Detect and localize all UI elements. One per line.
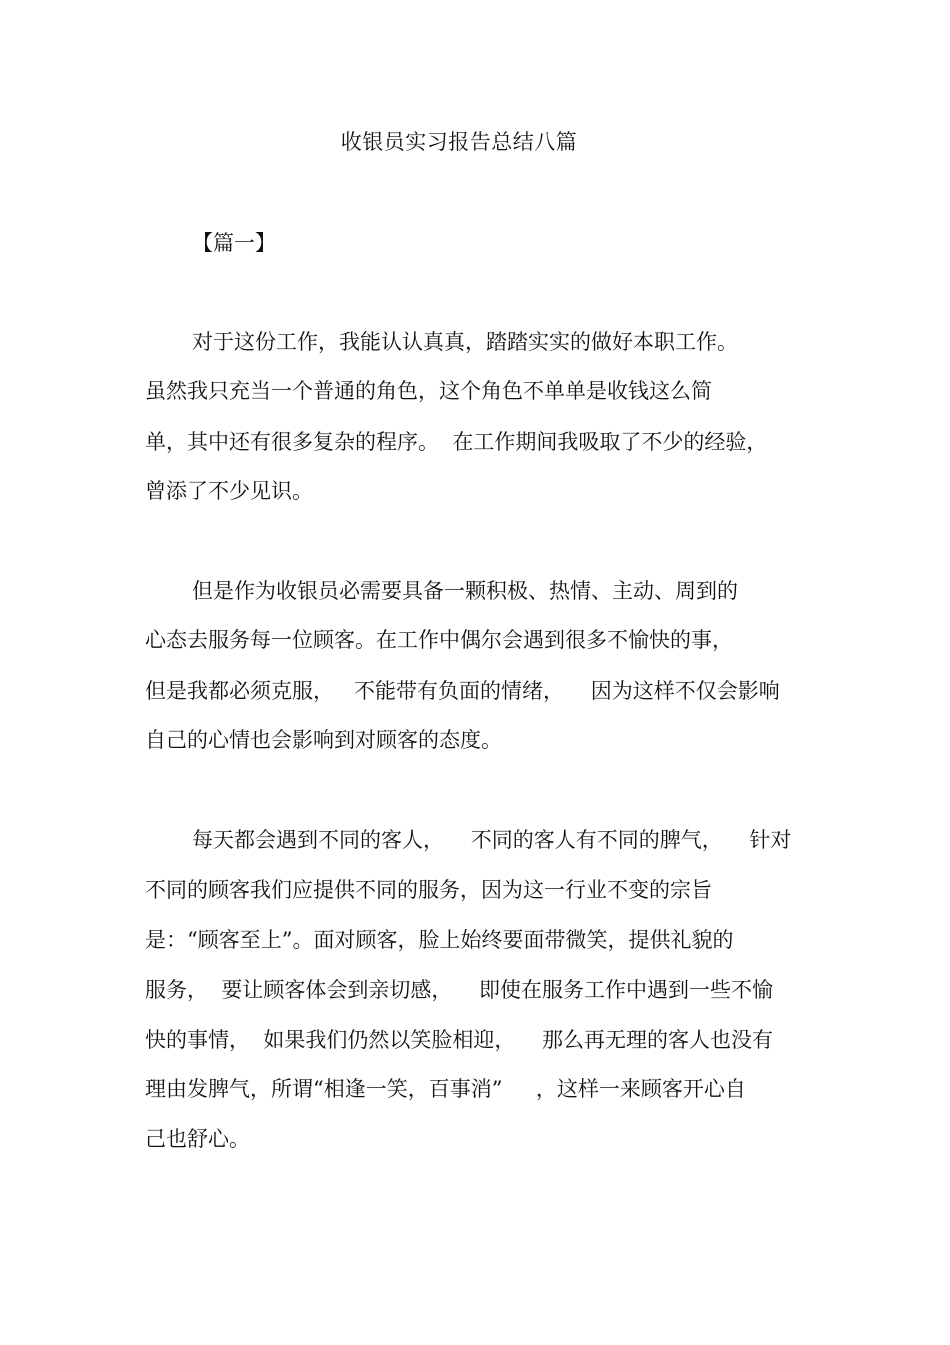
paragraph-line: 每天都会遇到不同的客人， 不同的客人有不同的脾气， 针对 bbox=[192, 828, 792, 852]
paragraph-line: 但是我都必须克服， 不能带有负面的情绪， 因为这样不仅会影响 bbox=[145, 679, 780, 703]
paragraph-line: 自己的心情也会影响到对顾客的态度。 bbox=[145, 728, 502, 752]
paragraph-line: 心态去服务每一位顾客。在工作中偶尔会遇到很多不愉快的事， bbox=[145, 628, 733, 652]
paragraph-line: 不同的顾客我们应提供不同的服务，因为这一行业不变的宗旨 bbox=[145, 878, 712, 902]
paragraph-line: 是：“顾客至上”。面对顾客，脸上始终要面带微笑，提供礼貌的 bbox=[145, 928, 734, 952]
paragraph-line: 服务， 要让顾客体会到亲切感， 即使在服务工作中遇到一些不愉 bbox=[145, 978, 774, 1002]
paragraph-line: 己也舒心。 bbox=[145, 1127, 250, 1151]
document-title: 收银员实习报告总结八篇 bbox=[340, 130, 578, 154]
paragraph-line: 理由发脾气，所谓“相逢一笑，百事消” ，这样一来顾客开心自 bbox=[145, 1077, 746, 1101]
paragraph-line: 对于这份工作，我能认认真真，踏踏实实的做好本职工作。 bbox=[192, 330, 738, 354]
paragraph-line: 但是作为收银员必需要具备一颗积极、热情、主动、周到的 bbox=[192, 579, 738, 603]
paragraph-line: 单，其中还有很多复杂的程序。 在工作期间我吸取了不少的经验， bbox=[145, 430, 768, 454]
paragraph-line: 虽然我只充当一个普通的角色，这个角色不单单是收钱这么简 bbox=[145, 379, 712, 403]
section-heading: 【篇一】 bbox=[192, 231, 276, 255]
paragraph-line: 快的事情， 如果我们仍然以笑脸相迎， 那么再无理的客人也没有 bbox=[145, 1028, 774, 1052]
paragraph-line: 曾添了不少见识。 bbox=[145, 479, 313, 503]
